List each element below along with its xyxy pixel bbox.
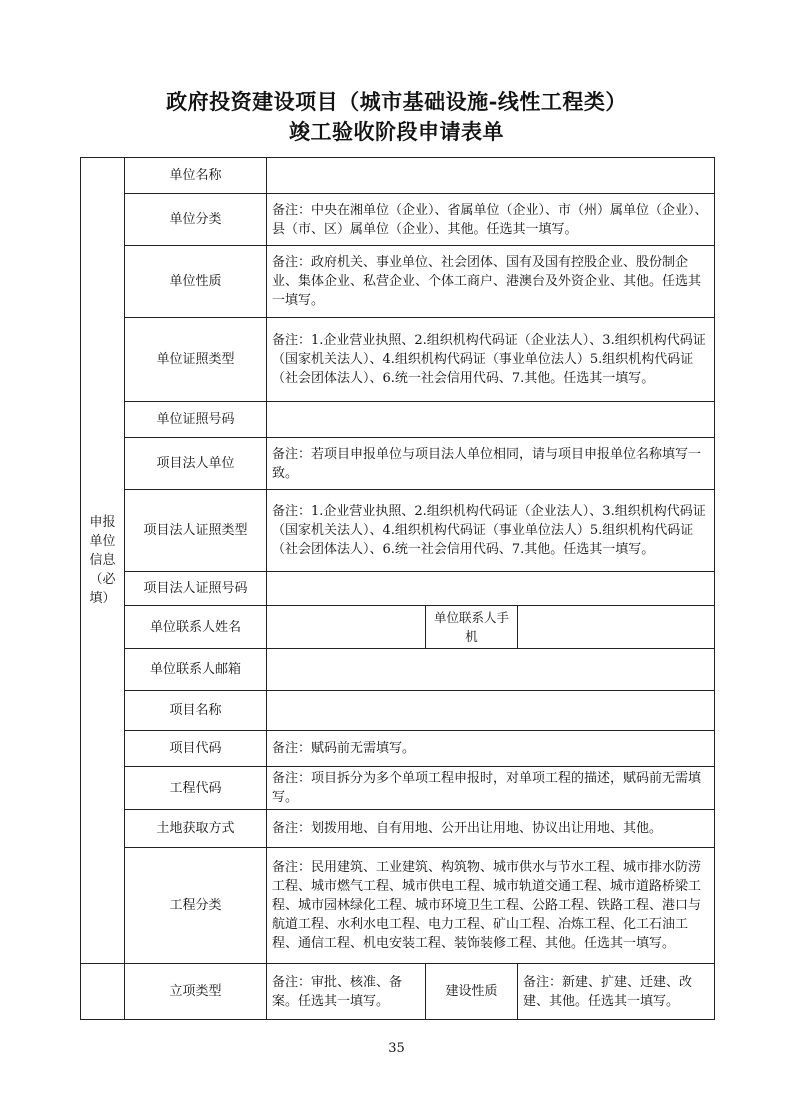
row-project-code: [81, 731, 715, 767]
row-unit-category: [81, 194, 715, 246]
label-engineering-code: 工程代码: [125, 767, 267, 810]
row-unit-cert-no: [81, 402, 715, 438]
label-unit-cert-no: 单位证照号码: [125, 402, 267, 438]
field-unit-category[interactable]: 备注：中央在湘单位（企业）、省属单位（企业）、市（州）属单位（企业）、县（市、区）属单位（企业）、其他。任选其一填写。: [267, 194, 715, 246]
section-spacer: [81, 964, 125, 1020]
label-land-method: 土地获取方式: [125, 810, 267, 848]
label-contact-phone: 单位联系人手机: [426, 606, 518, 649]
row-engineering-code: [81, 767, 715, 810]
row-contact-email: [81, 649, 715, 691]
label-engineering-category: 工程分类: [125, 848, 267, 964]
field-contact-phone[interactable]: [518, 606, 715, 649]
label-legal-unit: 项目法人单位: [125, 438, 267, 490]
field-project-name[interactable]: [267, 691, 715, 731]
field-unit-cert-type[interactable]: 备注：1.企业营业执照、2.组织机构代码证（企业法人）、3.组织机构代码证（国家机关法人）、4.组织机构代码证（事业单位法人）5.组织机构代码证（社会团体法人）、6.统一社会信用代码、7.其他。任选其一填写。: [267, 318, 715, 402]
label-unit-name: 单位名称: [125, 158, 267, 194]
row-unit-nature: [81, 246, 715, 318]
field-legal-cert-type[interactable]: 备注：1.企业营业执照、2.组织机构代码证（企业法人）、3.组织机构代码证（国家机关法人）、4.组织机构代码证（事业单位法人）5.组织机构代码证（社会团体法人）、6.统一社会信用代码、7.其他。任选其一填写。: [267, 490, 715, 572]
label-project-name: 项目名称: [125, 691, 267, 731]
label-unit-nature: 单位性质: [125, 246, 267, 318]
label-legal-cert-type: 项目法人证照类型: [125, 490, 267, 572]
label-unit-cert-type: 单位证照类型: [125, 318, 267, 402]
document-subtitle: 竣工验收阶段申请表单: [289, 119, 504, 144]
label-legal-cert-no: 项目法人证照号码: [125, 572, 267, 606]
row-legal-cert-no: [81, 572, 715, 606]
label-approval-type: 立项类型: [125, 964, 267, 1020]
field-approval-type[interactable]: 备注：审批、核准、备案。任选其一填写。: [267, 964, 426, 1020]
field-land-method[interactable]: 备注：划拨用地、自有用地、公开出让用地、协议出让用地、其他。: [267, 810, 715, 848]
section-label: 申报单位信息（必填）: [81, 158, 125, 964]
application-form-table: [80, 157, 715, 1020]
field-unit-nature[interactable]: 备注：政府机关、事业单位、社会团体、国有及国有控股企业、股份制企业、集体企业、私营企业、个体工商户、港澳台及外资企业、其他。任选其一填写。: [267, 246, 715, 318]
field-project-code[interactable]: 备注：赋码前无需填写。: [267, 731, 715, 767]
label-contact-email: 单位联系人邮箱: [125, 649, 267, 691]
page-number: 35: [388, 1041, 405, 1056]
document-title: 政府投资建设项目（城市基础设施-线性工程类）: [166, 89, 627, 114]
row-legal-unit: [81, 438, 715, 490]
row-land-method: [81, 810, 715, 848]
field-unit-name[interactable]: [267, 158, 715, 194]
field-contact-email[interactable]: [267, 649, 715, 691]
row-legal-cert-type: [81, 490, 715, 572]
row-engineering-category: [81, 848, 715, 964]
row-approval-type: [81, 964, 715, 1020]
field-unit-cert-no[interactable]: [267, 402, 715, 438]
row-unit-cert-type: [81, 318, 715, 402]
label-unit-category: 单位分类: [125, 194, 267, 246]
row-contact-name: [81, 606, 715, 649]
field-legal-cert-no[interactable]: [267, 572, 715, 606]
field-construction-nature[interactable]: 备注：新建、扩建、迁建、改建、其他。任选其一填写。: [518, 964, 715, 1020]
field-engineering-category[interactable]: 备注：民用建筑、工业建筑、构筑物、城市供水与节水工程、城市排水防涝工程、城市燃气工程、城市供电工程、城市轨道交通工程、城市道路桥梁工程、城市园林绿化工程、城市环境卫生工程、公路工程、铁路工程、港口与航道工程、水利水电工程、电力工程、矿山工程、冶炼工程、化工石油工程、通信工程、机电安装工程、装饰装修工程、其他。任选其一填写。: [267, 848, 715, 964]
row-unit-name: [81, 158, 715, 194]
label-contact-name: 单位联系人姓名: [125, 606, 267, 649]
label-construction-nature: 建设性质: [426, 964, 518, 1020]
label-project-code: 项目代码: [125, 731, 267, 767]
field-contact-name[interactable]: [267, 606, 426, 649]
row-project-name: [81, 691, 715, 731]
field-engineering-code[interactable]: 备注：项目拆分为多个单项工程申报时，对单项工程的描述，赋码前无需填写。: [267, 767, 715, 810]
field-legal-unit[interactable]: 备注：若项目申报单位与项目法人单位相同，请与项目申报单位名称填写一致。: [267, 438, 715, 490]
